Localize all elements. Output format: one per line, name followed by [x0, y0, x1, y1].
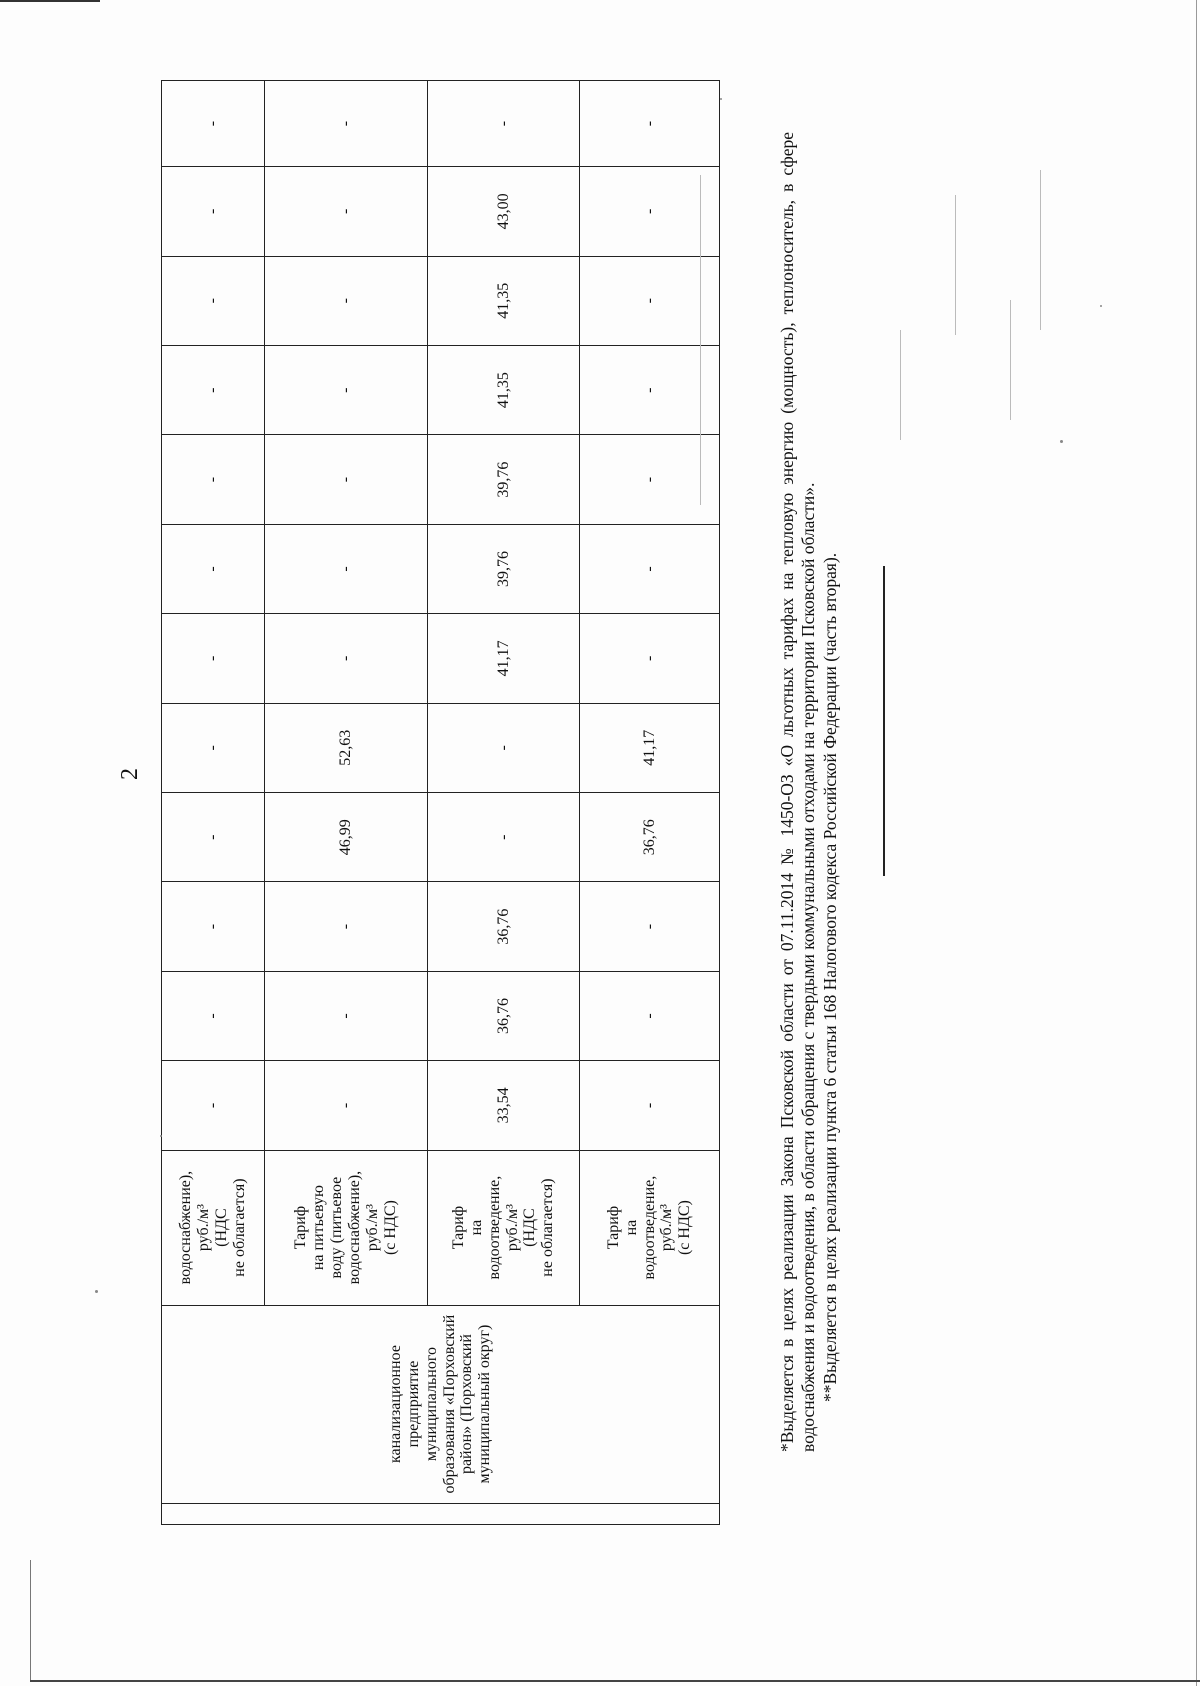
- tariff-value-cell: -: [265, 167, 428, 256]
- table-row: [162, 81, 265, 1525]
- tariff-value-cell: 39,76: [428, 524, 580, 613]
- empty-number-cell: [162, 1503, 720, 1524]
- tariff-value-cell: 41,35: [428, 256, 580, 345]
- tariff-label-cell: [580, 1150, 720, 1305]
- tariff-value-cell: -: [162, 81, 265, 167]
- tariff-value-cell: 39,76: [428, 435, 580, 524]
- tariff-table: [161, 80, 720, 1525]
- tariff-label-line: (НДС: [213, 1208, 230, 1247]
- scan-artifact: [700, 175, 701, 505]
- tariff-label-line: (с НДС): [676, 1200, 694, 1256]
- tariff-value-cell: -: [162, 882, 265, 971]
- tariff-value-cell: -: [580, 81, 720, 167]
- scan-artifact: [1010, 300, 1011, 420]
- scan-artifact: [955, 195, 956, 335]
- scan-speck: [95, 1290, 98, 1293]
- tariff-value-cell: -: [580, 971, 720, 1060]
- tariff-value-cell: -: [265, 614, 428, 703]
- tariff-label-line: руб./м³: [195, 1204, 213, 1252]
- tariff-value-cell: -: [265, 256, 428, 345]
- tariff-label-line: руб./м³: [503, 1204, 521, 1252]
- tariff-label-line: не облагается): [230, 1178, 248, 1277]
- scan-artifact: [1040, 170, 1041, 330]
- tariff-value-cell: -: [428, 792, 580, 881]
- tariff-value-cell: 36,76: [428, 882, 580, 971]
- tariff-label-line: водоотведение,: [485, 1175, 503, 1280]
- tariff-value-cell: -: [265, 345, 428, 434]
- scan-speck: [1060, 440, 1063, 443]
- tariff-value-cell: -: [265, 1061, 428, 1150]
- scan-edge-right: [1196, 0, 1197, 1686]
- scan-edge-top: [0, 0, 100, 2]
- tariff-label-cell: [428, 1150, 580, 1305]
- tariff-label-line: водоснабжение),: [177, 1170, 195, 1285]
- tariff-value-cell: 36,76: [428, 971, 580, 1060]
- tariff-value-cell: -: [162, 167, 265, 256]
- rotated-landscape-content: [0, 80, 840, 1560]
- scan-speck: [720, 98, 722, 100]
- tariff-label-line: на: [622, 1219, 640, 1236]
- tariff-value-cell: -: [580, 256, 720, 345]
- tariff-value-cell: -: [580, 882, 720, 971]
- tariff-value-cell: -: [265, 882, 428, 971]
- scan-artifact: [900, 330, 901, 440]
- tariff-value-cell: -: [162, 614, 265, 703]
- tariff-label-line: водоотведение,: [640, 1175, 658, 1280]
- separator-line: [883, 566, 885, 876]
- footnote-first: *Выделяется в целях реализации Закона Псковской области от 07.11.2014 № 1450-ОЗ «О льготных тарифах на тепловую энергию (мощность), теплоноситель, в сфере водоснабжения и водоотведения, в области обращения с твердыми коммунальными отходами на территории Псковской области».: [777, 132, 819, 1452]
- tariff-value-cell: -: [162, 703, 265, 792]
- scan-edge-left: [30, 1560, 31, 1680]
- footnotes: [777, 132, 841, 1452]
- tariff-value-cell: 41,17: [580, 703, 720, 792]
- scan-edge-bottom: [30, 1680, 1200, 1682]
- tariff-value-cell: -: [580, 1061, 720, 1150]
- tariff-value-cell: -: [162, 524, 265, 613]
- tariff-label-line: водоснабжение),: [346, 1170, 363, 1285]
- tariff-value-cell: -: [580, 614, 720, 703]
- tariff-value-cell: -: [428, 81, 580, 167]
- tariff-value-cell: -: [580, 167, 720, 256]
- tariff-label-line: на: [467, 1219, 485, 1236]
- tariff-value-cell: -: [162, 256, 265, 345]
- tariff-value-cell: -: [265, 81, 428, 167]
- tariff-value-cell: -: [580, 524, 720, 613]
- tariff-label-line: руб./м³: [363, 1204, 381, 1252]
- tariff-value-cell: -: [580, 435, 720, 524]
- tariff-label-line: Тариф: [604, 1205, 622, 1250]
- tariff-label-cell: [265, 1150, 428, 1305]
- tariff-label-line: Тариф: [292, 1205, 310, 1250]
- tariff-label-line: воду (питьевое: [328, 1176, 346, 1279]
- tariff-value-cell: 41,17: [428, 614, 580, 703]
- tariff-value-cell: -: [162, 971, 265, 1060]
- tariff-value-cell: -: [162, 435, 265, 524]
- tariff-value-cell: 52,63: [265, 703, 428, 792]
- tariff-value-cell: 43,00: [428, 167, 580, 256]
- organization-cell: канализационное предприятие муниципального образования «Порховский район» (Порховский муниципальный округ): [162, 1305, 720, 1503]
- tariff-value-cell: -: [265, 435, 428, 524]
- tariff-value-cell: -: [265, 971, 428, 1060]
- tariff-value-cell: 46,99: [265, 792, 428, 881]
- tariff-label-line: (НДС: [521, 1208, 539, 1247]
- tariff-value-cell: -: [162, 1061, 265, 1150]
- page-number: 2: [117, 768, 143, 780]
- tariff-label-line: (с НДС): [381, 1200, 399, 1256]
- tariff-label-line: Тариф: [449, 1205, 467, 1250]
- tariff-label-cell: [162, 1150, 265, 1305]
- tariff-label-line: на питьевую: [310, 1185, 328, 1271]
- tariff-value-cell: -: [162, 345, 265, 434]
- tariff-value-cell: -: [265, 524, 428, 613]
- tariff-value-cell: 36,76: [580, 792, 720, 881]
- tariff-value-cell: 33,54: [428, 1061, 580, 1150]
- tariff-label-line: не облагается): [539, 1178, 557, 1277]
- footnote-second: **Выделяется в целях реализации пункта 6 статьи 168 Налогового кодекса Российской Федерации (часть вторая).: [819, 552, 840, 1402]
- tariff-label-line: руб./м³: [658, 1204, 676, 1252]
- tariff-value-cell: -: [580, 345, 720, 434]
- scan-speck: [160, 1135, 162, 1137]
- tariff-value-cell: -: [428, 703, 580, 792]
- tariff-value-cell: 41,35: [428, 345, 580, 434]
- scan-speck: [1100, 305, 1102, 307]
- tariff-value-cell: -: [162, 792, 265, 881]
- tariff-table-body: [162, 81, 720, 1525]
